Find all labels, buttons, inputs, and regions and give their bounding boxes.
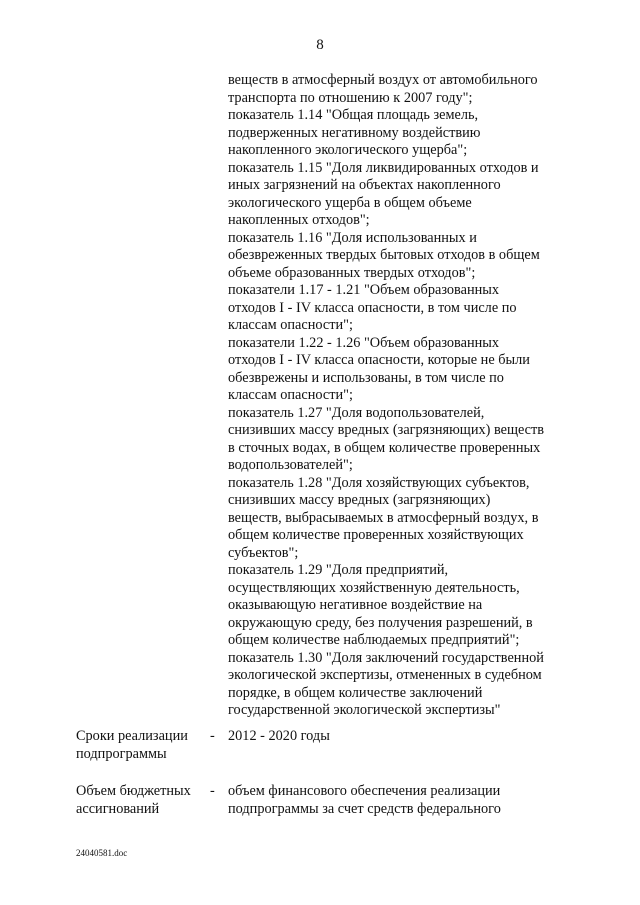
budget-allocations-value-line: объем финансового обеспечения реализации (228, 783, 501, 799)
indicator-text-line: отходов I - IV класса опасности, в том числе по (228, 299, 517, 316)
indicator-text-line: экологического ущерба в общем объеме (228, 194, 472, 211)
indicator-text-line: показатель 1.27 "Доля водопользователей, (228, 404, 485, 421)
indicator-text-line: субъектов"; (228, 544, 299, 561)
indicator-text-line: оказывающую негативное воздействие на (228, 597, 483, 613)
indicator-text-line: обезвреженных твердых бытовых отходов в общем (228, 247, 540, 263)
indicator-text-line: снизивших массу вредных (загрязняющих) веществ (228, 422, 545, 438)
implementation-terms-value (228, 728, 600, 746)
indicator-text-line: осуществляющих хозяйственную деятельность, (228, 579, 520, 596)
implementation-terms-label (76, 728, 206, 763)
indicator-text-line: окружающую среду, без получения разрешений, в (228, 614, 533, 631)
indicator-text-line: показатель 1.14 "Общая площадь земель, (228, 107, 479, 123)
indicator-text-line: показатель 1.30 "Доля заключений государственной (228, 649, 544, 666)
indicator-text-line: иных загрязнений на объектах накопленного (228, 177, 501, 193)
document-file-code: 24040581.doc (76, 848, 128, 858)
implementation-terms-label-line: подпрограммы (76, 745, 167, 762)
indicator-text-line: общем количестве наблюдаемых предприятий"; (228, 632, 520, 648)
indicator-text-line: в сточных водах, в общем количестве проверенных (228, 439, 541, 456)
indicator-text-line: накопленного экологического ущерба"; (228, 142, 468, 158)
indicator-text-line: показатель 1.29 "Доля предприятий, (228, 562, 449, 578)
separator-dash: - (210, 783, 215, 799)
indicator-text-line: подверженных негативному воздействию (228, 124, 481, 141)
indicator-text-line: показатели 1.17 - 1.21 "Объем образованных (228, 282, 500, 298)
budget-allocations-value (228, 783, 600, 818)
indicator-text-line: показатель 1.16 "Доля использованных и (228, 229, 477, 246)
indicator-text-line: веществ, выбрасываемых в атмосферный воздух, в (228, 509, 539, 526)
page-number: 8 (316, 37, 324, 53)
indicator-text-line: снизивших массу вредных (загрязняющих) (228, 492, 491, 508)
indicator-text-line: показатели 1.22 - 1.26 "Объем образованных (228, 334, 500, 351)
indicator-text-line: государственной экологической экспертизы" (228, 702, 501, 718)
budget-allocations-label-line: Объем бюджетных (76, 783, 191, 799)
indicator-text-line: транспорта по отношению к 2007 году"; (228, 89, 473, 106)
budget-allocations-label (76, 783, 206, 818)
indicator-text-line: классам опасности"; (228, 387, 353, 403)
indicator-text-line: отходов I - IV класса опасности, которые не были (228, 352, 530, 368)
indicator-text-line: показатель 1.28 "Доля хозяйствующих субъектов, (228, 474, 530, 491)
indicator-text-line: общем количестве проверенных хозяйствующих (228, 527, 524, 543)
indicator-text-line: объеме образованных твердых отходов"; (228, 264, 476, 281)
budget-allocations-label-line: ассигнований (76, 800, 160, 817)
indicator-text-line: порядке, в общем количестве заключений (228, 684, 483, 701)
implementation-terms-value-line: 2012 - 2020 годы (228, 728, 330, 744)
separator-dash: - (210, 728, 215, 744)
indicator-text-line: классам опасности"; (228, 317, 353, 333)
implementation-terms-label-line: Сроки реализации (76, 728, 188, 744)
indicator-text-line: накопленных отходов"; (228, 212, 370, 228)
indicator-text-line: экологической экспертизы, отмененных в судебном (228, 667, 542, 683)
indicator-text-line: показатель 1.15 "Доля ликвидированных отходов и (228, 159, 539, 176)
indicator-text-line: водопользователей"; (228, 457, 353, 473)
indicators-text-block (228, 72, 600, 720)
budget-allocations-value-line: подпрограммы за счет средств федерального (228, 800, 501, 817)
indicator-text-line: веществ в атмосферный воздух от автомобильного (228, 72, 538, 88)
indicator-text-line: обезврежены и использованы, в том числе по (228, 369, 504, 386)
